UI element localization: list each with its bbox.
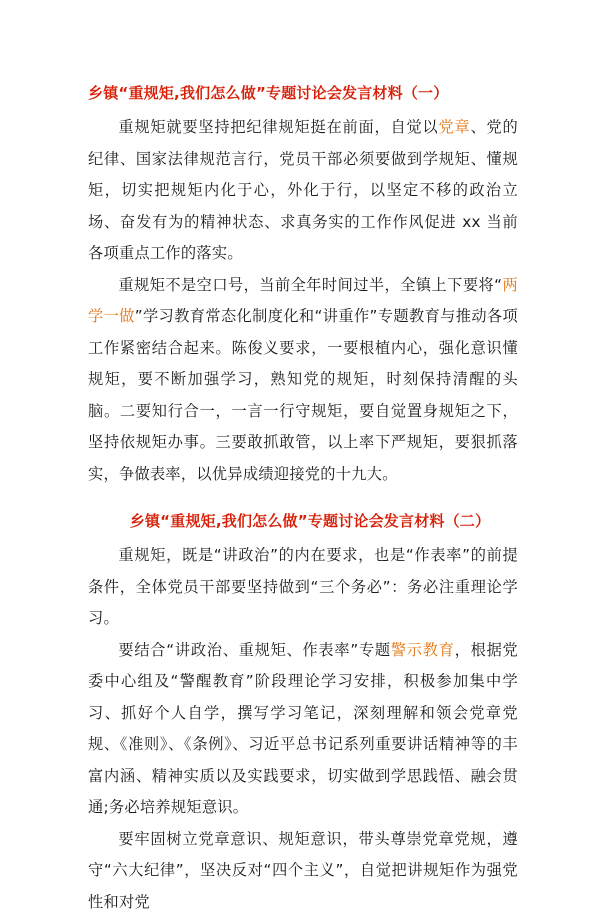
section-2-p2-text-after: ，根据党委中心组及“警醒教育”阶段理论学习安排，积极参加集中学习、抓好个人自学，撰写学习笔记，深刻理解和领会党章党规、《准则》、《条例》、习近平总书记系列重要讲话精神等的丰富内涵、精神实质以及实践要求，切实做到学思践悟、融会贯通;务必培养规矩意识。: [88, 641, 518, 817]
section-1-p1-text-before: 重规矩就要坚持把纪律规矩挺在前面，自觉以: [118, 118, 438, 136]
keyword-link-liangxueyizuo[interactable]: 两学一做: [88, 276, 518, 326]
section-1-paragraph-2: [88, 270, 518, 491]
keyword-link-jingshijiaoyu[interactable]: 警示教育: [391, 641, 455, 659]
section-1-p1-text-after: 、党的纪律、国家法律规范言行，党员干部必须要做到学规矩、懂规矩，切实把规矩内化于心，外化于行，以坚定不移的政治立场、奋发有为的精神状态、求真务实的工作作风促进 xx 当前各项重点工作的落实。: [88, 118, 518, 262]
section-2-paragraph-1: 重规矩，既是“讲政治”的内在要求，也是“作表率”的前提条件，全体党员干部要坚持做到“三个务必”：务必注重理论学习。: [88, 540, 518, 635]
section-1-p2-text-after: ”学习教育常态化制度化和“讲重作”专题教育与推动各项工作紧密结合起来。陈俊义要求，一要根植内心，强化意识懂规矩，要不断加强学习，熟知党的规矩，时刻保持清醒的头脑。二要知行合一，一言一行守规矩，要自觉置身规矩之下，坚持依规矩办事。三要敢抓敢管，以上率下严规矩，要狠抓落实，争做表率，以优异成绩迎接党的十九大。: [88, 307, 518, 483]
keyword-link-dangzhang[interactable]: 党章: [438, 118, 470, 136]
section-1-paragraph-1: [88, 112, 518, 270]
section-1-p2-text-before: 重规矩不是空口号，当前全年时间过半，全镇上下要将“: [118, 276, 502, 294]
section-1-title: 乡镇“重规矩,我们怎么做”专题讨论会发言材料（一）: [88, 74, 518, 112]
section-2-paragraph-2: [88, 635, 518, 824]
section-2-paragraph-3: 要牢固树立党章意识、规矩意识，带头尊崇党章党规，遵守“六大纪律”，坚决反对“四个主义”，自觉把讲规矩作为强党性和对党: [88, 824, 518, 918]
section-2-title: 乡镇“重规矩,我们怎么做”专题讨论会发言材料（二）: [88, 502, 518, 540]
section-2-p2-text-before: 要结合“讲政治、重规矩、作表率”专题: [118, 641, 390, 659]
